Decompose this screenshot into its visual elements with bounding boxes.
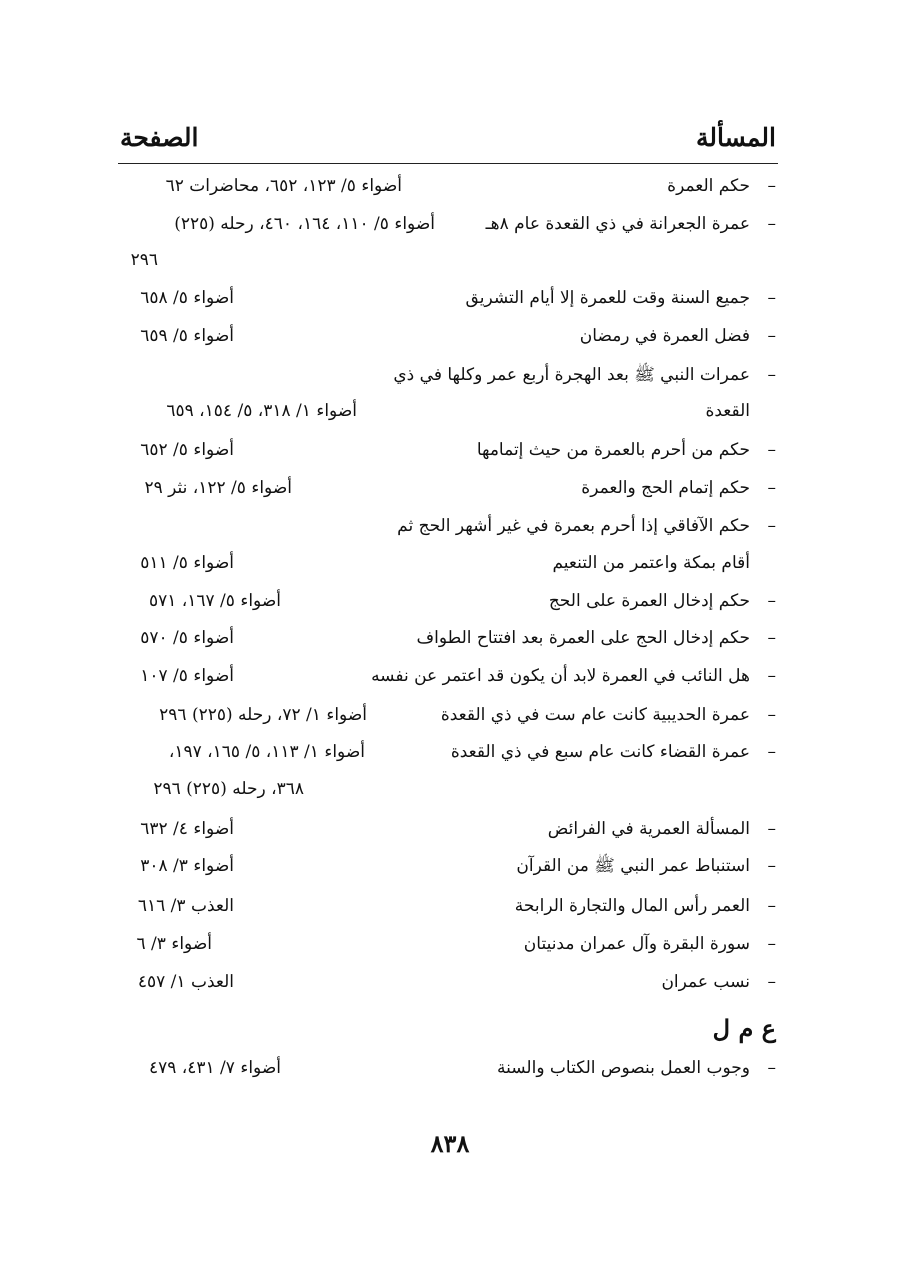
bullet-dash: – xyxy=(767,742,776,762)
entry-reference: العذب ٣/ ٦١٦ xyxy=(137,896,234,916)
entry-topic: عمرة القضاء كانت عام سبع في ذي القعدة xyxy=(450,742,750,762)
bullet-dash: – xyxy=(767,516,776,536)
entry-reference: أضواء ٤/ ٦٣٢ xyxy=(140,819,234,839)
bullet-dash: – xyxy=(767,666,776,686)
bullet-dash: – xyxy=(767,705,776,725)
entry-topic: المسألة العمرية في الفرائض xyxy=(547,819,750,839)
entry-topic: حكم الآفاقي إذا أحرم بعمرة في غير أشهر الحج ثم xyxy=(397,516,750,536)
entry-topic: عمرة الحديبية كانت عام ست في ذي القعدة xyxy=(440,705,750,725)
entry-topic: جميع السنة وقت للعمرة إلا أيام التشريق xyxy=(465,288,750,308)
list-item xyxy=(0,586,900,616)
entry-reference: أضواء ٣/ ٣٠٨ xyxy=(140,856,234,876)
entry-reference: أضواء ٥/ ١١٠، ١٦٤، ٤٦٠، رحله (٢٢٥) xyxy=(174,214,435,234)
entry-reference: أضواء ١/ ٣١٨، ٥/ ١٥٤، ٦٥٩ xyxy=(166,401,357,421)
list-item xyxy=(0,360,900,390)
entry-reference: أضواء ٥/ ٥٧٠ xyxy=(140,628,234,648)
entry-topic: عمرة الجعرانة في ذي القعدة عام ٨هـ xyxy=(485,214,750,234)
entry-reference: أضواء ٥/ ١٦٧، ٥٧١ xyxy=(148,591,281,611)
entry-reference: أضواء ٥/ ١٢٢، نثر ٢٩ xyxy=(144,478,292,498)
list-item xyxy=(0,967,900,997)
bullet-dash: – xyxy=(767,819,776,839)
entry-topic: حكم من أحرم بالعمرة من حيث إتمامها xyxy=(476,440,750,460)
entry-topic: حكم إدخال الحج على العمرة بعد افتتاح الطواف xyxy=(416,628,750,648)
bullet-dash: – xyxy=(767,326,776,346)
bullet-dash: – xyxy=(767,972,776,992)
entry-reference: أضواء ٥/ ١٢٣، ٦٥٢، محاضرات ٦٢ xyxy=(165,176,402,196)
entry-reference: أضواء ٥/ ٦٥٨ xyxy=(140,288,234,308)
entry-reference: أضواء ١/ ١١٣، ٥/ ١٦٥، ١٩٧، xyxy=(168,742,365,762)
list-item-continuation xyxy=(0,774,900,804)
bullet-dash: – xyxy=(767,478,776,498)
header-rule xyxy=(118,163,778,164)
issue-column-header: المسألة xyxy=(696,123,776,152)
list-item-continuation xyxy=(0,396,900,426)
list-item xyxy=(0,700,900,730)
bullet-dash: – xyxy=(767,896,776,916)
list-item xyxy=(0,321,900,351)
list-item xyxy=(0,814,900,844)
bullet-dash: – xyxy=(767,365,776,385)
entry-reference: العذب ١/ ٤٥٧ xyxy=(137,972,234,992)
entry-topic: عمرات النبي ﷺ بعد الهجرة أربع عمر وكلها في ذي xyxy=(393,365,750,385)
list-item xyxy=(0,435,900,465)
entry-topic: استنباط عمر النبي ﷺ من القرآن xyxy=(516,856,750,876)
page-column-header: الصفحة xyxy=(120,123,199,152)
list-item-continuation xyxy=(0,548,900,578)
list-item xyxy=(0,851,900,881)
entry-topic: العمر رأس المال والتجارة الرابحة xyxy=(514,896,750,916)
bullet-dash: – xyxy=(767,591,776,611)
entry-reference: أضواء ٥/ ١٠٧ xyxy=(140,666,234,686)
list-item xyxy=(0,623,900,653)
bullet-dash: – xyxy=(767,934,776,954)
entry-topic: حكم العمرة xyxy=(667,176,750,196)
entry-reference: أضواء ٥/ ٦٥٢ xyxy=(140,440,234,460)
bullet-dash: – xyxy=(767,214,776,234)
list-item xyxy=(0,737,900,767)
entry-topic: فضل العمرة في رمضان xyxy=(579,326,750,346)
list-item xyxy=(0,511,900,541)
entry-reference: أضواء ١/ ٧٢، رحله (٢٢٥) ٢٩٦ xyxy=(159,705,367,725)
entry-topic-continued: أقام بمكة واعتمر من التنعيم xyxy=(552,553,750,573)
entry-reference: أضواء ٥/ ٥١١ xyxy=(140,553,234,573)
section-heading: ع م ل xyxy=(712,1014,776,1043)
list-item xyxy=(0,1053,900,1083)
list-item xyxy=(0,283,900,313)
list-item xyxy=(0,209,900,239)
bullet-dash: – xyxy=(767,440,776,460)
list-item xyxy=(0,171,900,201)
entry-topic-continued: القعدة xyxy=(705,401,750,421)
list-item xyxy=(0,473,900,503)
entry-reference: أضواء ٥/ ٦٥٩ xyxy=(140,326,234,346)
list-item xyxy=(0,891,900,921)
entry-topic: هل النائب في العمرة لابد أن يكون قد اعتمر عن نفسه xyxy=(371,666,750,686)
bullet-dash: – xyxy=(767,288,776,308)
bullet-dash: – xyxy=(767,856,776,876)
entry-topic: نسب عمران xyxy=(661,972,750,992)
entry-topic: حكم إدخال العمرة على الحج xyxy=(548,591,750,611)
entry-reference: أضواء ٧/ ٤٣١، ٤٧٩ xyxy=(148,1058,281,1078)
entry-reference-continued: ٣٦٨، رحله (٢٢٥) ٢٩٦ xyxy=(153,779,304,799)
bullet-dash: – xyxy=(767,176,776,196)
list-item-continuation xyxy=(0,245,900,275)
list-item xyxy=(0,929,900,959)
page-number: ٨٣٨ xyxy=(430,1129,470,1158)
entry-topic: حكم إتمام الحج والعمرة xyxy=(581,478,750,498)
entry-topic: وجوب العمل بنصوص الكتاب والسنة xyxy=(497,1058,750,1078)
entry-reference: أضواء ٣/ ٦ xyxy=(136,934,212,954)
entry-topic: سورة البقرة وآل عمران مدنيتان xyxy=(523,934,750,954)
entry-reference-continued: ٢٩٦ xyxy=(130,250,158,270)
bullet-dash: – xyxy=(767,1058,776,1078)
bullet-dash: – xyxy=(767,628,776,648)
list-item xyxy=(0,661,900,691)
